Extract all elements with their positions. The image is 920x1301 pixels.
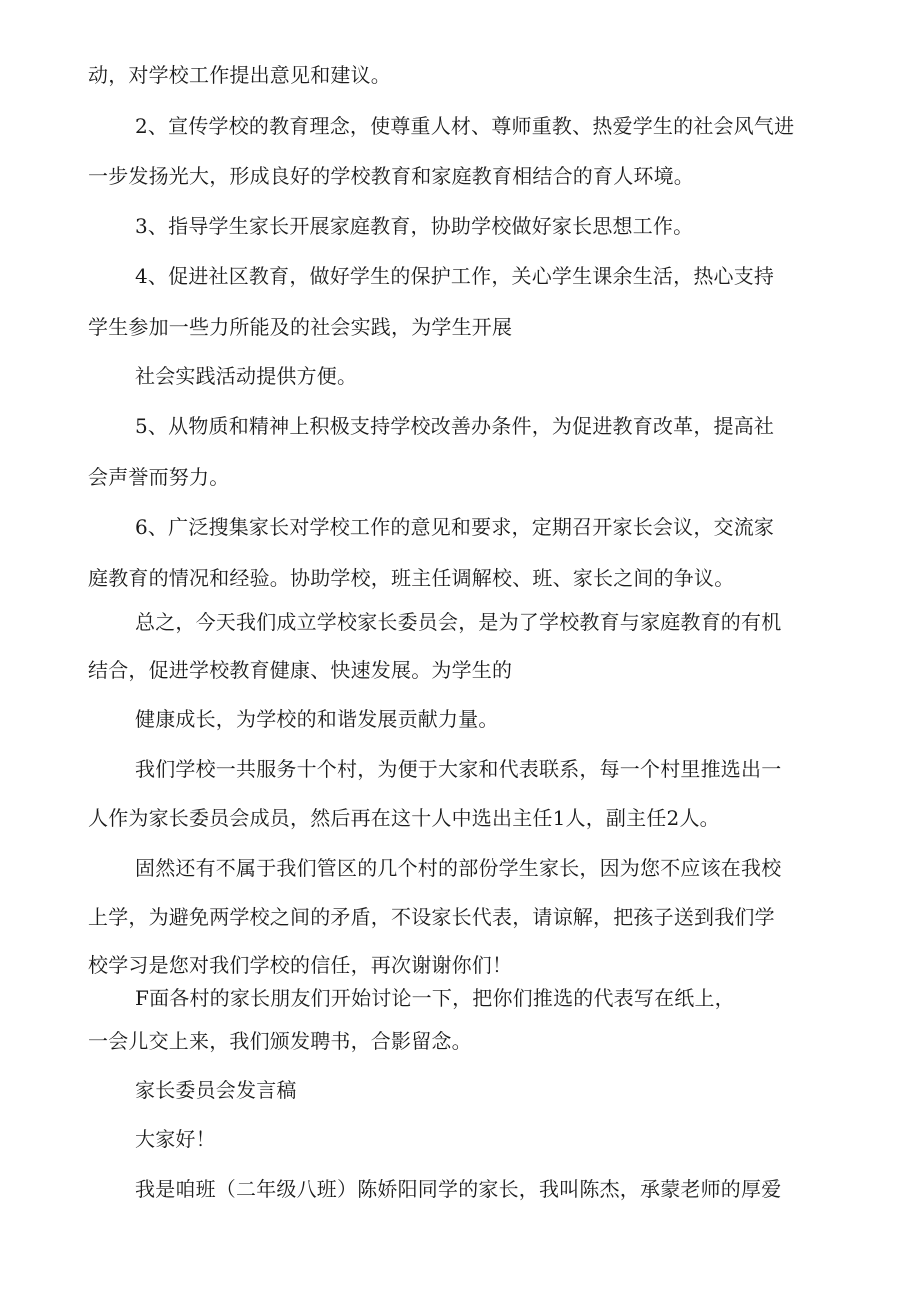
speech-greeting: 大家好！ (135, 1127, 216, 1151)
list-item-4-line-1: 4、促进社区教育，做好学生的保护工作，关心学生课余生活，热心支持 (135, 264, 775, 288)
summary-line-1: 总之，今天我们成立学校家长委员会，是为了学校教育与家庭教育的有机 (135, 610, 782, 634)
village-para-line-2: 人作为家长委员会成员，然后再在这十人中选出主任1人，副主任2人。 (88, 806, 720, 830)
list-item-3: 3、指导学生家长开展家庭教育，协助学校做好家长思想工作。 (135, 214, 694, 238)
list-item-2-line-2: 一步发扬光大，形成良好的学校教育和家庭教育相结合的育人环境。 (88, 164, 694, 188)
text-line: 动，对学校工作提出意见和建议。 (88, 63, 391, 87)
list-item-6-line-2: 庭教育的情况和经验。协助学校，班主任调解校、班、家长之间的争议。 (88, 566, 735, 590)
list-item-6-line-1: 6、广泛搜集家长对学校工作的意见和要求，定期召开家长会议，交流家 (135, 515, 775, 539)
list-item-5-line-1: 5、从物质和精神上积极支持学校改善办条件，为促进教育改革，提高社 (135, 414, 775, 438)
discussion-line-1: F面各村的家长朋友们开始讨论一下，把你们推选的代表写在纸上， (135, 986, 735, 1010)
exclusion-para-line-2: 上学，为避免两学校之间的矛盾，不设家长代表，请谅解，把孩子送到我们学 (88, 905, 775, 929)
village-para-line-1: 我们学校一共服务十个村，为便于大家和代表联系，每一个村里推选出一 (135, 757, 782, 781)
summary-line-2: 结合，促进学校教育健康、快速发展。为学生的 (88, 658, 513, 682)
list-item-4-line-2: 学生参加一些力所能及的社会实践，为学生开展 (88, 315, 513, 339)
exclusion-para-line-3: 校学习是您对我们学校的信任，再次谢谢你们！ (88, 953, 513, 977)
discussion-line-2: 一会儿交上来，我们颁发聘书，合影留念。 (88, 1029, 472, 1053)
list-item-5-line-2: 会声誉而努力。 (88, 465, 230, 489)
list-item-4-line-3: 社会实践活动提供方便。 (135, 364, 358, 388)
speech-intro: 我是咱班（二年级八班）陈娇阳同学的家长，我叫陈杰，承蒙老师的厚爱 (135, 1177, 782, 1201)
summary-line-3: 健康成长，为学校的和谐发展贡献力量。 (135, 707, 499, 731)
exclusion-para-line-1: 固然还有不属于我们管区的几个村的部份学生家长，因为您不应该在我校 (135, 856, 782, 880)
list-item-2-line-1: 2、宣传学校的教育理念，使尊重人材、尊师重教、热爱学生的社会风气进 (135, 114, 795, 138)
speech-title: 家长委员会发言稿 (135, 1078, 297, 1102)
